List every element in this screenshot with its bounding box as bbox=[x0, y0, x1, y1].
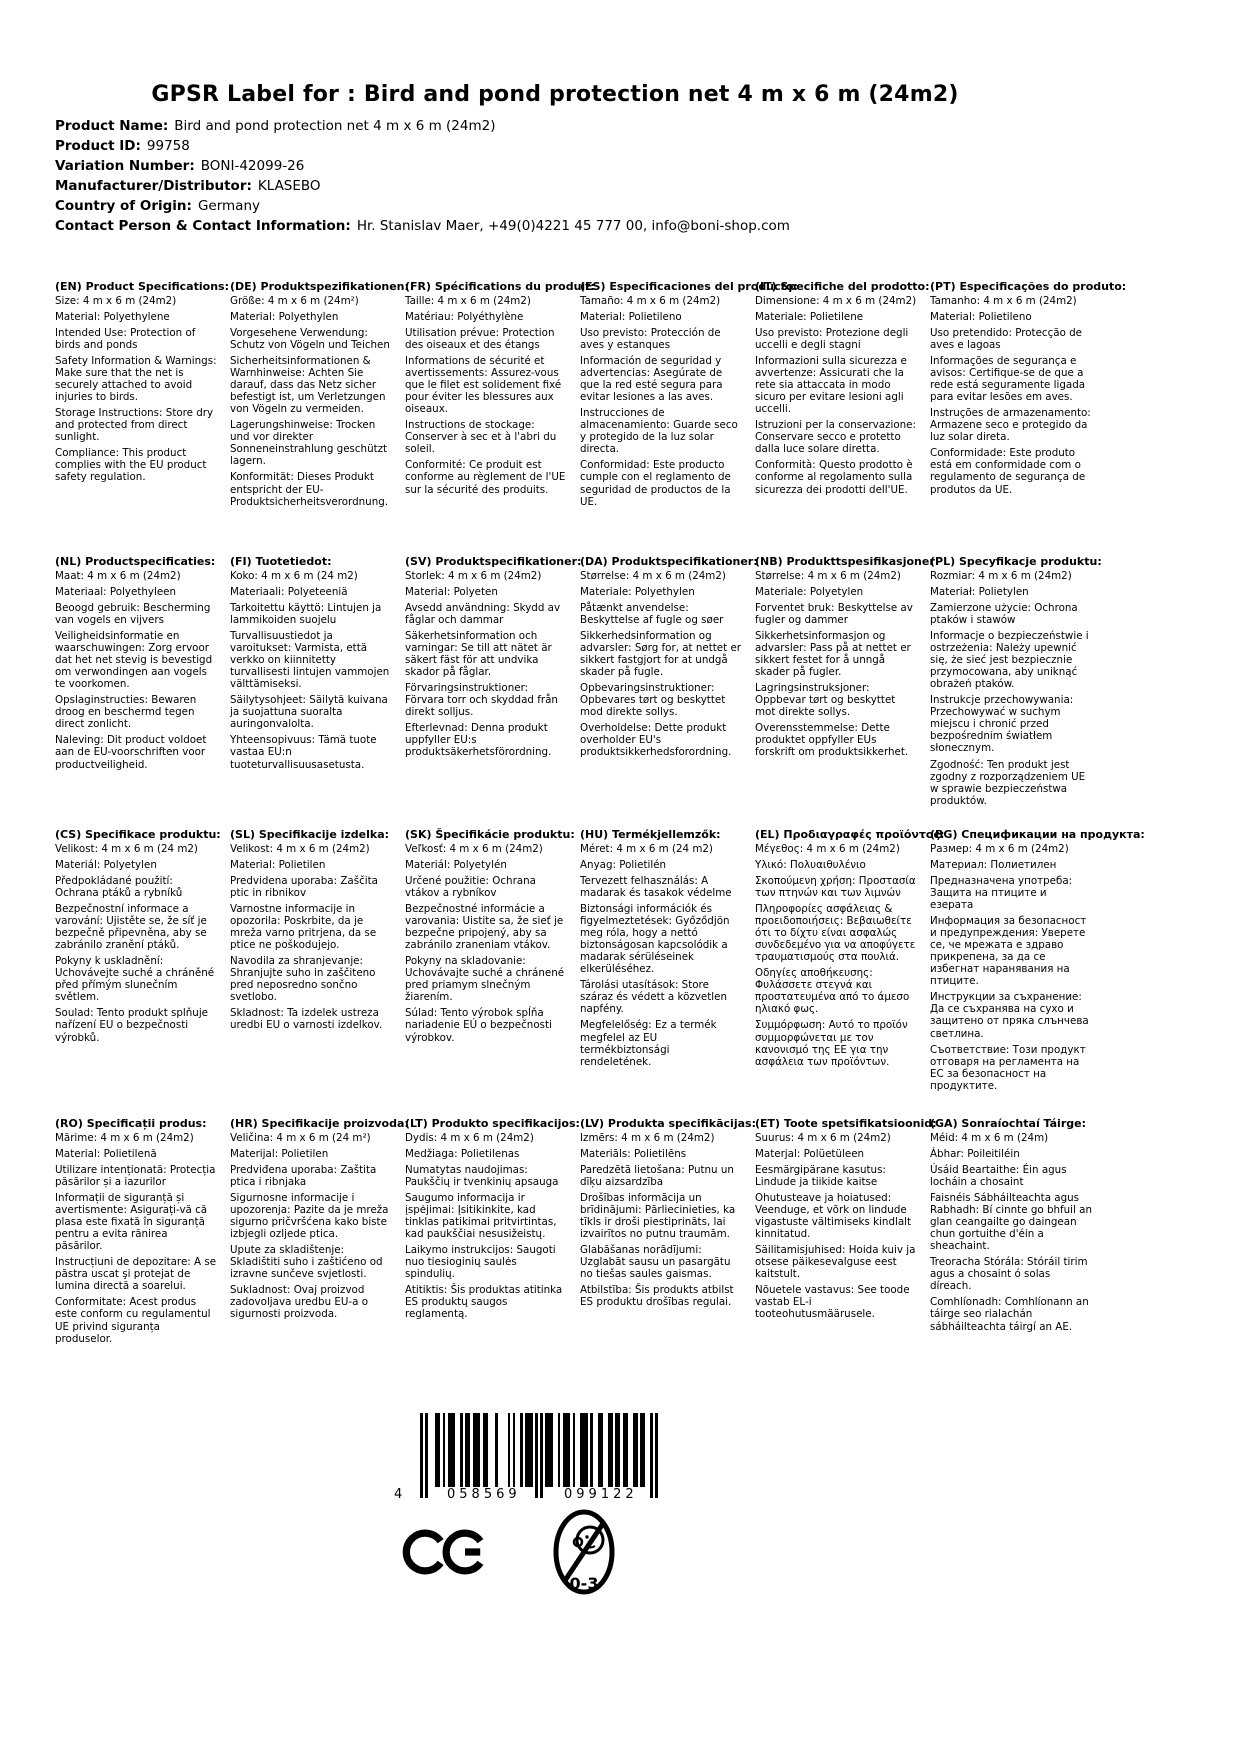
product-info-row bbox=[55, 116, 790, 136]
product-info-label: Contact Person & Contact Information: bbox=[55, 218, 351, 234]
product-info-label: Variation Number: bbox=[55, 158, 195, 174]
spec-paragraph: Påtænkt anvendelse: Beskyttelse af fugle og søer bbox=[580, 601, 724, 626]
spec-paragraph: Material: Polyethylene bbox=[55, 310, 170, 323]
lang-block-header: (PL) Specyfikacje produktu: bbox=[930, 555, 1102, 568]
lang-block-lt bbox=[405, 1117, 580, 1349]
lang-block-sk bbox=[405, 828, 575, 1118]
spec-paragraph: Ohutusteave ja hoiatused: Veenduge, et võrk on lindude vigastuste vältimiseks kindlalt kinnitatud. bbox=[755, 1192, 912, 1241]
spec-paragraph: Zgodność: Ten produkt jest zgodny z rozporządzeniem UE w sprawie bezpieczeństwa produktów. bbox=[930, 758, 1086, 807]
spec-paragraph: Beoogd gebruik: Bescherming van vogels en vijvers bbox=[55, 601, 211, 626]
spec-paragraph: Tamanho: 4 m x 6 m (24m2) bbox=[930, 294, 1077, 307]
lang-block-header: (ES) Especificaciones del producto: bbox=[580, 280, 798, 293]
spec-paragraph: Conformidade: Este produto está em conformidade com o regulamento de segurança de produtos da UE. bbox=[930, 447, 1086, 496]
spec-paragraph: Treoracha Stórála: Stóráil tirim agus a chosaint ó solas díreach. bbox=[930, 1256, 1088, 1293]
spec-paragraph: Säilytysohjeet: Säilytä kuivana ja suojattuna suoralta auringonvalolta. bbox=[230, 694, 388, 731]
spec-paragraph: Lagerungshinweise: Trocken und vor direkter Sonneneinstrahlung geschützt lagern. bbox=[230, 419, 388, 468]
spec-paragraph: Størrelse: 4 m x 6 m (24m2) bbox=[580, 569, 726, 582]
spec-paragraph: Съответствие: Този продукт отговаря на регламента на ЕС за безопасност на продуктите. bbox=[930, 1043, 1086, 1092]
spec-paragraph: Opbevaringsinstruktioner: Opbevares tørt og beskyttet mod direkte sollys. bbox=[580, 682, 726, 719]
spec-paragraph: Utilizare intenționată: Protecția păsărilor și a iazurilor bbox=[55, 1163, 216, 1188]
spec-paragraph: Material: Polietilen bbox=[230, 858, 326, 871]
spec-paragraph: Materiāls: Polietilēns bbox=[580, 1147, 687, 1160]
spec-paragraph: Material: Polietilenă bbox=[55, 1147, 157, 1160]
product-info-label: Country of Origin: bbox=[55, 198, 192, 214]
lang-block-header: (PT) Especificações do produto: bbox=[930, 280, 1127, 293]
lang-block-ro bbox=[55, 1118, 217, 1349]
lang-block-header: (SK) Špecifikácie produktu: bbox=[405, 828, 575, 841]
lang-block-header: (EL) Προδιαγραφές προϊόντος: bbox=[755, 828, 945, 841]
spec-paragraph: Medžiaga: Polietilenas bbox=[405, 1147, 520, 1160]
spec-paragraph: Overensstemmelse: Dette produktet oppfyller EUs forskrift om produktsikkerhet. bbox=[755, 722, 909, 759]
product-info-value: Germany bbox=[197, 198, 260, 214]
spec-paragraph: Biztonsági információk és figyelmeztetések: Győződjön meg róla, hogy a nettó biztonságosan kapcsolódik a madarak sérüléseinek elkerüléséhez. bbox=[580, 903, 730, 976]
barcode-lead-digit: 4 bbox=[394, 1487, 403, 1502]
spec-paragraph: Safety Information & Warnings: Make sure that the net is securely attached to avoid injuries to birds. bbox=[55, 355, 217, 404]
lang-block-nb bbox=[755, 555, 940, 829]
spec-paragraph: Material: Polietileno bbox=[930, 310, 1032, 323]
spec-paragraph: Instruções de armazenamento: Armazene seco e protegido da luz solar direta. bbox=[930, 407, 1091, 444]
lang-block-fr bbox=[405, 280, 595, 556]
spec-paragraph: Storage Instructions: Store dry and protected from direct sunlight. bbox=[55, 407, 214, 444]
spec-paragraph: Koko: 4 m x 6 m (24 m2) bbox=[230, 569, 358, 582]
spec-paragraph: Uso previsto: Protezione degli uccelli e degli stagni bbox=[755, 326, 909, 351]
product-info-row bbox=[55, 176, 790, 196]
spec-paragraph: Taille: 4 m x 6 m (24m2) bbox=[405, 294, 531, 307]
lang-block-nl bbox=[55, 556, 217, 829]
spec-paragraph: Velikost: 4 m x 6 m (24m2) bbox=[230, 842, 370, 855]
product-info-value: Bird and pond protection net 4 m x 6 m (24m2) bbox=[174, 118, 496, 134]
spec-paragraph: Megfelelőség: Ez a termék megfelel az EU termékbiztonsági rendeletének. bbox=[580, 1019, 717, 1068]
spec-paragraph: Veličina: 4 m x 6 m (24 m²) bbox=[230, 1131, 371, 1144]
spec-paragraph: Méid: 4 m x 6 m (24m) bbox=[930, 1131, 1049, 1144]
spec-paragraph: Predviđena uporaba: Zaštita ptica i ribnjaka bbox=[230, 1163, 377, 1188]
spec-paragraph: Izmērs: 4 m x 6 m (24m2) bbox=[580, 1131, 715, 1144]
spec-paragraph: Eesmärgipärane kasutus: Lindude ja tiikide kaitse bbox=[755, 1163, 886, 1188]
spec-paragraph: Laikymo instrukcijos: Saugoti nuo tiesioginių saulės spindulių. bbox=[405, 1244, 556, 1281]
spec-paragraph: Veiligheidsinformatie en waarschuwingen: Zorg ervoor dat het net stevig is bevestigd om verwondingen aan vogels te voorkomen. bbox=[55, 630, 213, 691]
lang-block-hr bbox=[230, 1117, 409, 1349]
lang-block-es bbox=[580, 280, 798, 556]
spec-paragraph: Rozmiar: 4 m x 6 m (24m2) bbox=[930, 569, 1072, 582]
spec-paragraph: Naleving: Dit product voldoet aan de EU-voorschriften voor productveiligheid. bbox=[55, 734, 207, 771]
product-info-row bbox=[55, 156, 790, 176]
spec-paragraph: Materiál: Polyetylen bbox=[55, 858, 157, 871]
spec-paragraph: Предназначена употреба: Защита на птиците и езерата bbox=[930, 874, 1073, 912]
barcode-bar bbox=[655, 1413, 658, 1498]
age-warning-0-3-icon bbox=[552, 1508, 616, 1596]
spec-paragraph: Glabāšanas norādījumi: Uzglabāt sausu un pasargātu no tiešas saules gaismas. bbox=[580, 1244, 731, 1281]
spec-paragraph: Pokyny na skladovanie: Uchovávajte suché a chránené pred priamym slnečným žiarením. bbox=[405, 955, 565, 1004]
spec-paragraph: Υλικό: Πολυαιθυλένιο bbox=[755, 858, 866, 871]
lang-block-header: (GA) Sonraíochtaí Táirge: bbox=[930, 1117, 1086, 1130]
spec-paragraph: Overholdelse: Dette produkt overholder EU's produktsikkerhedsforordning. bbox=[580, 722, 732, 759]
spec-paragraph: Materiale: Polyetylen bbox=[755, 585, 864, 598]
spec-paragraph: Säilitamisjuhised: Hoida kuiv ja otsese päikesevalguse eest kaitstult. bbox=[755, 1244, 916, 1281]
lang-block-pl bbox=[930, 555, 1102, 829]
spec-paragraph: Materjal: Polüetüleen bbox=[755, 1147, 865, 1160]
spec-paragraph: Comhlíonadh: Comhlíonann an táirge seo rialachán sábháilteachta táirgí an AE. bbox=[930, 1296, 1089, 1333]
spec-paragraph: Sukladnost: Ovaj proizvod zadovoljava uredbu EU-a o sigurnosti proizvoda. bbox=[230, 1284, 369, 1321]
spec-paragraph: Förvaringsinstruktioner: Förvara torr och skyddad från direkt solljus. bbox=[405, 682, 558, 719]
lang-block-hu bbox=[580, 829, 742, 1118]
spec-paragraph: Vorgesehene Verwendung: Schutz von Vögeln und Teichen bbox=[230, 326, 390, 351]
product-info-label: Manufacturer/Distributor: bbox=[55, 178, 252, 194]
spec-paragraph: Avsedd användning: Skydd av fåglar och dammar bbox=[405, 601, 561, 626]
spec-paragraph: Predvidena uporaba: Zaščita ptic in ribnikov bbox=[230, 874, 378, 899]
product-info-row bbox=[55, 136, 790, 156]
lang-block-ga bbox=[930, 1118, 1092, 1349]
lang-block-en bbox=[55, 280, 229, 556]
spec-paragraph: Sicherheitsinformationen & Warnhinweise: Achten Sie darauf, dass das Netz sicher befestigt ist, um Verletzungen von Vögeln zu vermeiden. bbox=[230, 355, 386, 416]
spec-paragraph: Sigurnosne informacije i upozorenja: Pazite da je mreža sigurno pričvršćena kako biste izbjegli ozljede ptica. bbox=[230, 1192, 389, 1241]
product-info-label: Product Name: bbox=[55, 118, 169, 134]
spec-paragraph: Informații de siguranță și avertismente: Asigurați-vă că plasa este fixată în siguranță pentru a evita rănirea păsărilor. bbox=[55, 1192, 208, 1253]
spec-paragraph: Ábhar: Poileitiléin bbox=[930, 1147, 1020, 1160]
product-info-value: Hr. Stanislav Maer, +49(0)4221 45 777 00, info@boni-shop.com bbox=[356, 218, 790, 234]
spec-paragraph: Informations de sécurité et avertissements: Assurez-vous que le filet est solidement fixé pour éviter les blessures aux oiseaux. bbox=[405, 355, 562, 416]
spec-paragraph: Pokyny k uskladnění: Uchovávejte suché a chráněné před přímým slunečním světlem. bbox=[55, 955, 215, 1004]
spec-paragraph: Numatytas naudojimas: Paukščių ir tvenkinių apsauga bbox=[405, 1163, 559, 1188]
spec-paragraph: Conformitate: Acest produs este conform cu regulamentul UE privind siguranța produselor. bbox=[55, 1296, 211, 1345]
product-info-block bbox=[55, 116, 790, 236]
spec-paragraph: Dydis: 4 m x 6 m (24m2) bbox=[405, 1131, 534, 1144]
product-info-row bbox=[55, 216, 790, 236]
lang-block-header: (LT) Produkto specifikacijos: bbox=[405, 1117, 580, 1130]
lang-block-header: (CS) Specifikace produktu: bbox=[55, 828, 221, 841]
spec-paragraph: Conformité: Ce produit est conforme au règlement de l'UE sur la sécurité des produits. bbox=[405, 459, 566, 496]
spec-paragraph: Размер: 4 m x 6 m (24m2) bbox=[930, 842, 1069, 855]
spec-paragraph: Size: 4 m x 6 m (24m2) bbox=[55, 294, 177, 307]
lang-block-header: (NB) Produkttspesifikasjoner: bbox=[755, 555, 940, 568]
product-info-row bbox=[55, 196, 790, 216]
spec-paragraph: Konformität: Dieses Produkt entspricht der EU-Produktsicherheitsverordnung. bbox=[230, 471, 389, 508]
spec-paragraph: Zamierzone użycie: Ochrona ptaków i stawów bbox=[930, 601, 1078, 626]
age-warning-label: 0-3 bbox=[569, 1574, 599, 1593]
product-info-label: Product ID: bbox=[55, 138, 141, 154]
lang-block-header: (LV) Produkta specifikācijas: bbox=[580, 1117, 756, 1130]
spec-paragraph: Opslaginstructies: Bewaren droog en beschermd tegen direct zonlicht. bbox=[55, 694, 197, 731]
spec-paragraph: Varnostne informacije in opozorila: Poskrbite, da je mreža varno pritrjena, da se ptice ne poškodujejo. bbox=[230, 903, 377, 952]
ean13-barcode bbox=[420, 1413, 658, 1498]
spec-paragraph: Uso pretendido: Protecção de aves e lagoas bbox=[930, 326, 1083, 351]
spec-paragraph: Conformidad: Este producto cumple con el reglamento de seguridad de productos de la UE. bbox=[580, 459, 731, 508]
lang-block-de bbox=[230, 280, 409, 556]
spec-paragraph: Intended Use: Protection of birds and ponds bbox=[55, 326, 196, 351]
ce-mark-icon bbox=[402, 1524, 486, 1580]
lang-block-header: (HR) Specifikacije proizvoda: bbox=[230, 1117, 409, 1130]
lang-block-header: (ET) Toote spetsifikatsioonid: bbox=[755, 1117, 937, 1130]
product-info-value: 99758 bbox=[146, 138, 190, 154]
spec-paragraph: Maat: 4 m x 6 m (24m2) bbox=[55, 569, 181, 582]
spec-paragraph: Předpokládané použití: Ochrana ptáků a rybníků bbox=[55, 874, 183, 899]
lang-block-header: (FI) Tuotetiedot: bbox=[230, 555, 332, 568]
spec-paragraph: Tamaño: 4 m x 6 m (24m2) bbox=[580, 294, 721, 307]
spec-paragraph: Skladnost: Ta izdelek ustreza uredbi EU o varnosti izdelkov. bbox=[230, 1007, 383, 1032]
spec-paragraph: Materiaal: Polyethyleen bbox=[55, 585, 177, 598]
spec-paragraph: Uso previsto: Protección de aves y estanques bbox=[580, 326, 721, 351]
spec-paragraph: Instrucciones de almacenamiento: Guarde seco y protegido de la luz solar directa. bbox=[580, 407, 738, 456]
spec-paragraph: Storlek: 4 m x 6 m (24m2) bbox=[405, 569, 542, 582]
lang-block-lv bbox=[580, 1117, 756, 1349]
spec-paragraph: Σκοπούμενη χρήση: Προστασία των πτηνών και των λιμνών bbox=[755, 874, 916, 899]
spec-paragraph: Tárolási utasítások: Store száraz és védett a közvetlen napfény. bbox=[580, 979, 727, 1016]
spec-paragraph: Conformità: Questo prodotto è conforme al regolamento sulla sicurezza dei prodotti dell'UE. bbox=[755, 459, 913, 496]
spec-paragraph: Lagringsinstruksjoner: Oppbevar tørt og beskyttet mot direkte sollys. bbox=[755, 682, 896, 719]
spec-paragraph: Paredzētā lietošana: Putnu un dīķu aizsardzība bbox=[580, 1163, 734, 1188]
lang-block-header: (HU) Termékjellemzők: bbox=[580, 828, 721, 841]
product-info-value: BONI-42099-26 bbox=[200, 158, 305, 174]
lang-block-fi bbox=[230, 556, 392, 829]
lang-block-it bbox=[755, 280, 930, 556]
spec-paragraph: Yhteensopivuus: Tämä tuote vastaa EU:n tuoteturvallisuusasetusta. bbox=[230, 734, 377, 771]
lang-block-bg bbox=[930, 828, 1145, 1118]
spec-paragraph: Sikkerhetsinformasjon og advarsler: Pass på at nettet er sikkert festet for å unngå skader på fugler. bbox=[755, 630, 911, 679]
spec-paragraph: Určené použitie: Ochrana vtákov a rybníkov bbox=[405, 874, 536, 899]
lang-block-el bbox=[755, 828, 945, 1118]
lang-block-header: (DE) Produktspezifikationen: bbox=[230, 280, 409, 293]
spec-paragraph: Größe: 4 m x 6 m (24m²) bbox=[230, 294, 359, 307]
spec-paragraph: Material: Polyeten bbox=[405, 585, 498, 598]
spec-paragraph: Materiaali: Polyeteeniä bbox=[230, 585, 348, 598]
page-title: GPSR Label for : Bird and pond protection net 4 m x 6 m (24m2) bbox=[151, 82, 959, 107]
spec-paragraph: Tarkoitettu käyttö: Lintujen ja lammikoiden suojelu bbox=[230, 601, 382, 626]
spec-paragraph: Nõuetele vastavus: See toode vastab EL-i tooteohutusmäärusele. bbox=[755, 1284, 910, 1321]
spec-paragraph: Turvallisuustiedot ja varoitukset: Varmista, että verkko on kiinnitetty turvallisesti lintujen vammojen välttämiseksi. bbox=[230, 630, 390, 691]
spec-paragraph: Materiał: Polietylen bbox=[930, 585, 1029, 598]
lang-block-header: (FR) Spécifications du produit: bbox=[405, 280, 595, 293]
lang-block-header: (SL) Specifikacije izdelka: bbox=[230, 828, 390, 841]
spec-paragraph: Velikost: 4 m x 6 m (24 m2) bbox=[55, 842, 198, 855]
spec-paragraph: Materiale: Polietilene bbox=[755, 310, 864, 323]
spec-paragraph: Forventet bruk: Beskyttelse av fugler og dammer bbox=[755, 601, 913, 626]
spec-paragraph: Upute za skladištenje: Skladištiti suho i zaštićeno od izravne sunčeve svjetlosti. bbox=[230, 1244, 383, 1281]
spec-paragraph: Soulad: Tento produkt splňuje nařízení EU o bezpečnosti výrobků. bbox=[55, 1007, 209, 1044]
spec-paragraph: Compliance: This product complies with the EU product safety regulation. bbox=[55, 447, 207, 484]
spec-paragraph: Dimensione: 4 m x 6 m (24m2) bbox=[755, 294, 917, 307]
lang-block-header: (RO) Specificații produs: bbox=[55, 1117, 207, 1130]
lang-block-header: (EN) Product Specifications: bbox=[55, 280, 229, 293]
spec-paragraph: Instructions de stockage: Conserver à sec et à l'abri du soleil. bbox=[405, 419, 557, 456]
product-info-value: KLASEBO bbox=[257, 178, 321, 194]
lang-block-sl bbox=[230, 829, 392, 1118]
lang-block-sv bbox=[405, 555, 582, 829]
lang-block-cs bbox=[55, 828, 221, 1118]
spec-paragraph: Navodila za shranjevanje: Shranjujte suho in zaščiteno pred neposredno sončno svetlobo. bbox=[230, 955, 376, 1004]
spec-paragraph: Materiale: Polyethylen bbox=[580, 585, 695, 598]
spec-paragraph: Efterlevnad: Denna produkt uppfyller EU:s produktsäkerhetsförordning. bbox=[405, 722, 552, 759]
spec-paragraph: Μέγεθος: 4 m x 6 m (24m2) bbox=[755, 842, 900, 855]
spec-paragraph: Informacje o bezpieczeństwie i ostrzeżenia: Należy upewnić się, że sieć jest bezpiecznie przymocowana, aby uniknąć obrażeń ptaków. bbox=[930, 630, 1089, 691]
spec-paragraph: Mărime: 4 m x 6 m (24m2) bbox=[55, 1131, 194, 1144]
lang-block-header: (SV) Produktspecifikationer: bbox=[405, 555, 582, 568]
spec-paragraph: Bezpečnostní informace a varování: Ujistěte se, že síť je bezpečně připevněna, aby se zabránilo zranění ptáků. bbox=[55, 903, 207, 952]
spec-paragraph: Súlad: Tento výrobok spĺňa nariadenie EÚ o bezpečnosti výrobkov. bbox=[405, 1007, 552, 1044]
spec-paragraph: Bezpečnostné informácie a varovania: Uistite sa, že sieť je bezpečne pripojený, aby sa zabránilo zraneniam vtákov. bbox=[405, 903, 564, 952]
spec-paragraph: Atbilstība: Šis produkts atbilst ES produktu drošības regulai. bbox=[580, 1284, 734, 1309]
spec-paragraph: Säkerhetsinformation och varningar: Se till att nätet är säkert fäst för att undvika skador på fåglar. bbox=[405, 630, 552, 679]
spec-paragraph: Suurus: 4 m x 6 m (24m2) bbox=[755, 1131, 891, 1144]
spec-paragraph: Material: Polyethylen bbox=[230, 310, 339, 323]
spec-paragraph: Инструкции за съхранение: Да се съхранява на сухо и защитено от пряка слънчева светлина. bbox=[930, 991, 1089, 1040]
spec-paragraph: Atitiktis: Šis produktas atitinka ES produktų saugos reglamentą. bbox=[405, 1284, 563, 1321]
spec-paragraph: Úsáid Beartaithe: Éin agus locháin a chosaint bbox=[930, 1163, 1067, 1188]
spec-paragraph: Материал: Полиетилен bbox=[930, 858, 1057, 871]
lang-block-header: (IT) Specifiche del prodotto: bbox=[755, 280, 930, 293]
spec-paragraph: Matériau: Polyéthylène bbox=[405, 310, 524, 323]
lang-block-header: (NL) Productspecificaties: bbox=[55, 555, 216, 568]
lang-block-header: (DA) Produktspecifikationer: bbox=[580, 555, 758, 568]
language-specifications-grid bbox=[55, 280, 1145, 1349]
spec-paragraph: Συμμόρφωση: Αυτό το προϊόν συμμορφώνεται με τον κανονισμό της ΕΕ για την ασφάλεια των προϊόντων. bbox=[755, 1019, 908, 1068]
spec-paragraph: Materiál: Polyetylén bbox=[405, 858, 507, 871]
spec-paragraph: Informações de segurança e avisos: Certifique-se de que a rede está seguramente ligada para evitar lesões em aves. bbox=[930, 355, 1086, 404]
spec-paragraph: Faisnéis Sábháilteachta agus Rabhadh: Bí cinnte go bhfuil an glan ceangailte go daingean chun gortuithe d'éin a sheachaint. bbox=[930, 1192, 1092, 1253]
lang-block-pt bbox=[930, 280, 1127, 556]
spec-paragraph: Información de seguridad y advertencias: Asegúrate de que la red esté segura para evitar lesiones a las aves. bbox=[580, 355, 723, 404]
spec-paragraph: Veľkosť: 4 m x 6 m (24m2) bbox=[405, 842, 543, 855]
spec-paragraph: Tervezett felhasználás: A madarak és tasakok védelme bbox=[580, 874, 732, 899]
spec-paragraph: Instrukcje przechowywania: Przechowywać w suchym miejscu i chronić przed bezpośrednim światłem słonecznym. bbox=[930, 694, 1074, 755]
lang-block-header: (BG) Спецификации на продукта: bbox=[930, 828, 1145, 841]
spec-paragraph: Material: Polietileno bbox=[580, 310, 682, 323]
spec-paragraph: Utilisation prévue: Protection des oiseaux et des étangs bbox=[405, 326, 555, 351]
spec-paragraph: Størrelse: 4 m x 6 m (24m2) bbox=[755, 569, 901, 582]
spec-paragraph: Materijal: Polietilen bbox=[230, 1147, 329, 1160]
spec-paragraph: Sikkerhedsinformation og advarsler: Sørg for, at nettet er sikkert fastgjort for at undgå skader på fugle. bbox=[580, 630, 742, 679]
spec-paragraph: Drošības informācija un brīdinājumi: Pārliecinieties, ka tīkls ir droši piestiprināts, lai izvairītos no putnu traumām. bbox=[580, 1192, 736, 1241]
barcode-right-digits: 099122 bbox=[564, 1487, 638, 1502]
spec-paragraph: Πληροφορίες ασφάλειας & προειδοποιήσεις: Βεβαιωθείτε ότι το δίχτυ είναι ασφαλώς συνδεδεμένο για να αποφύγετε τραυματισμούς στα πουλιά. bbox=[755, 903, 916, 964]
barcode-left-digits: 058569 bbox=[447, 1487, 521, 1502]
spec-paragraph: Anyag: Polietilén bbox=[580, 858, 667, 871]
spec-paragraph: Instrucțiuni de depozitare: A se păstra uscat şi protejat de lumina directă a soarelui. bbox=[55, 1256, 217, 1293]
lang-block-et bbox=[755, 1117, 937, 1349]
spec-paragraph: Информация за безопасност и предупреждения: Уверете се, че мрежата е здраво прикрепена, за да се избегнат наранявания на птиците. bbox=[930, 915, 1087, 988]
lang-block-da bbox=[580, 555, 758, 829]
spec-paragraph: Informazioni sulla sicurezza e avvertenze: Assicurati che la rete sia attaccata in modo sicuro per evitare lesioni agli uccelli. bbox=[755, 355, 907, 416]
spec-paragraph: Saugumo informacija ir įspėjimai: Įsitikinkite, kad tinklas patikimai pritvirtintas, kad paukščiai nesusižeistų. bbox=[405, 1192, 557, 1241]
spec-paragraph: Méret: 4 m x 6 m (24 m2) bbox=[580, 842, 713, 855]
spec-paragraph: Οδηγίες αποθήκευσης: Φυλάσσετε στεγνά και προστατευμένα από το άμεσο ηλιακό φως. bbox=[755, 967, 910, 1016]
spec-paragraph: Istruzioni per la conservazione: Conservare secco e protetto dalla luce solare diretta. bbox=[755, 419, 916, 456]
